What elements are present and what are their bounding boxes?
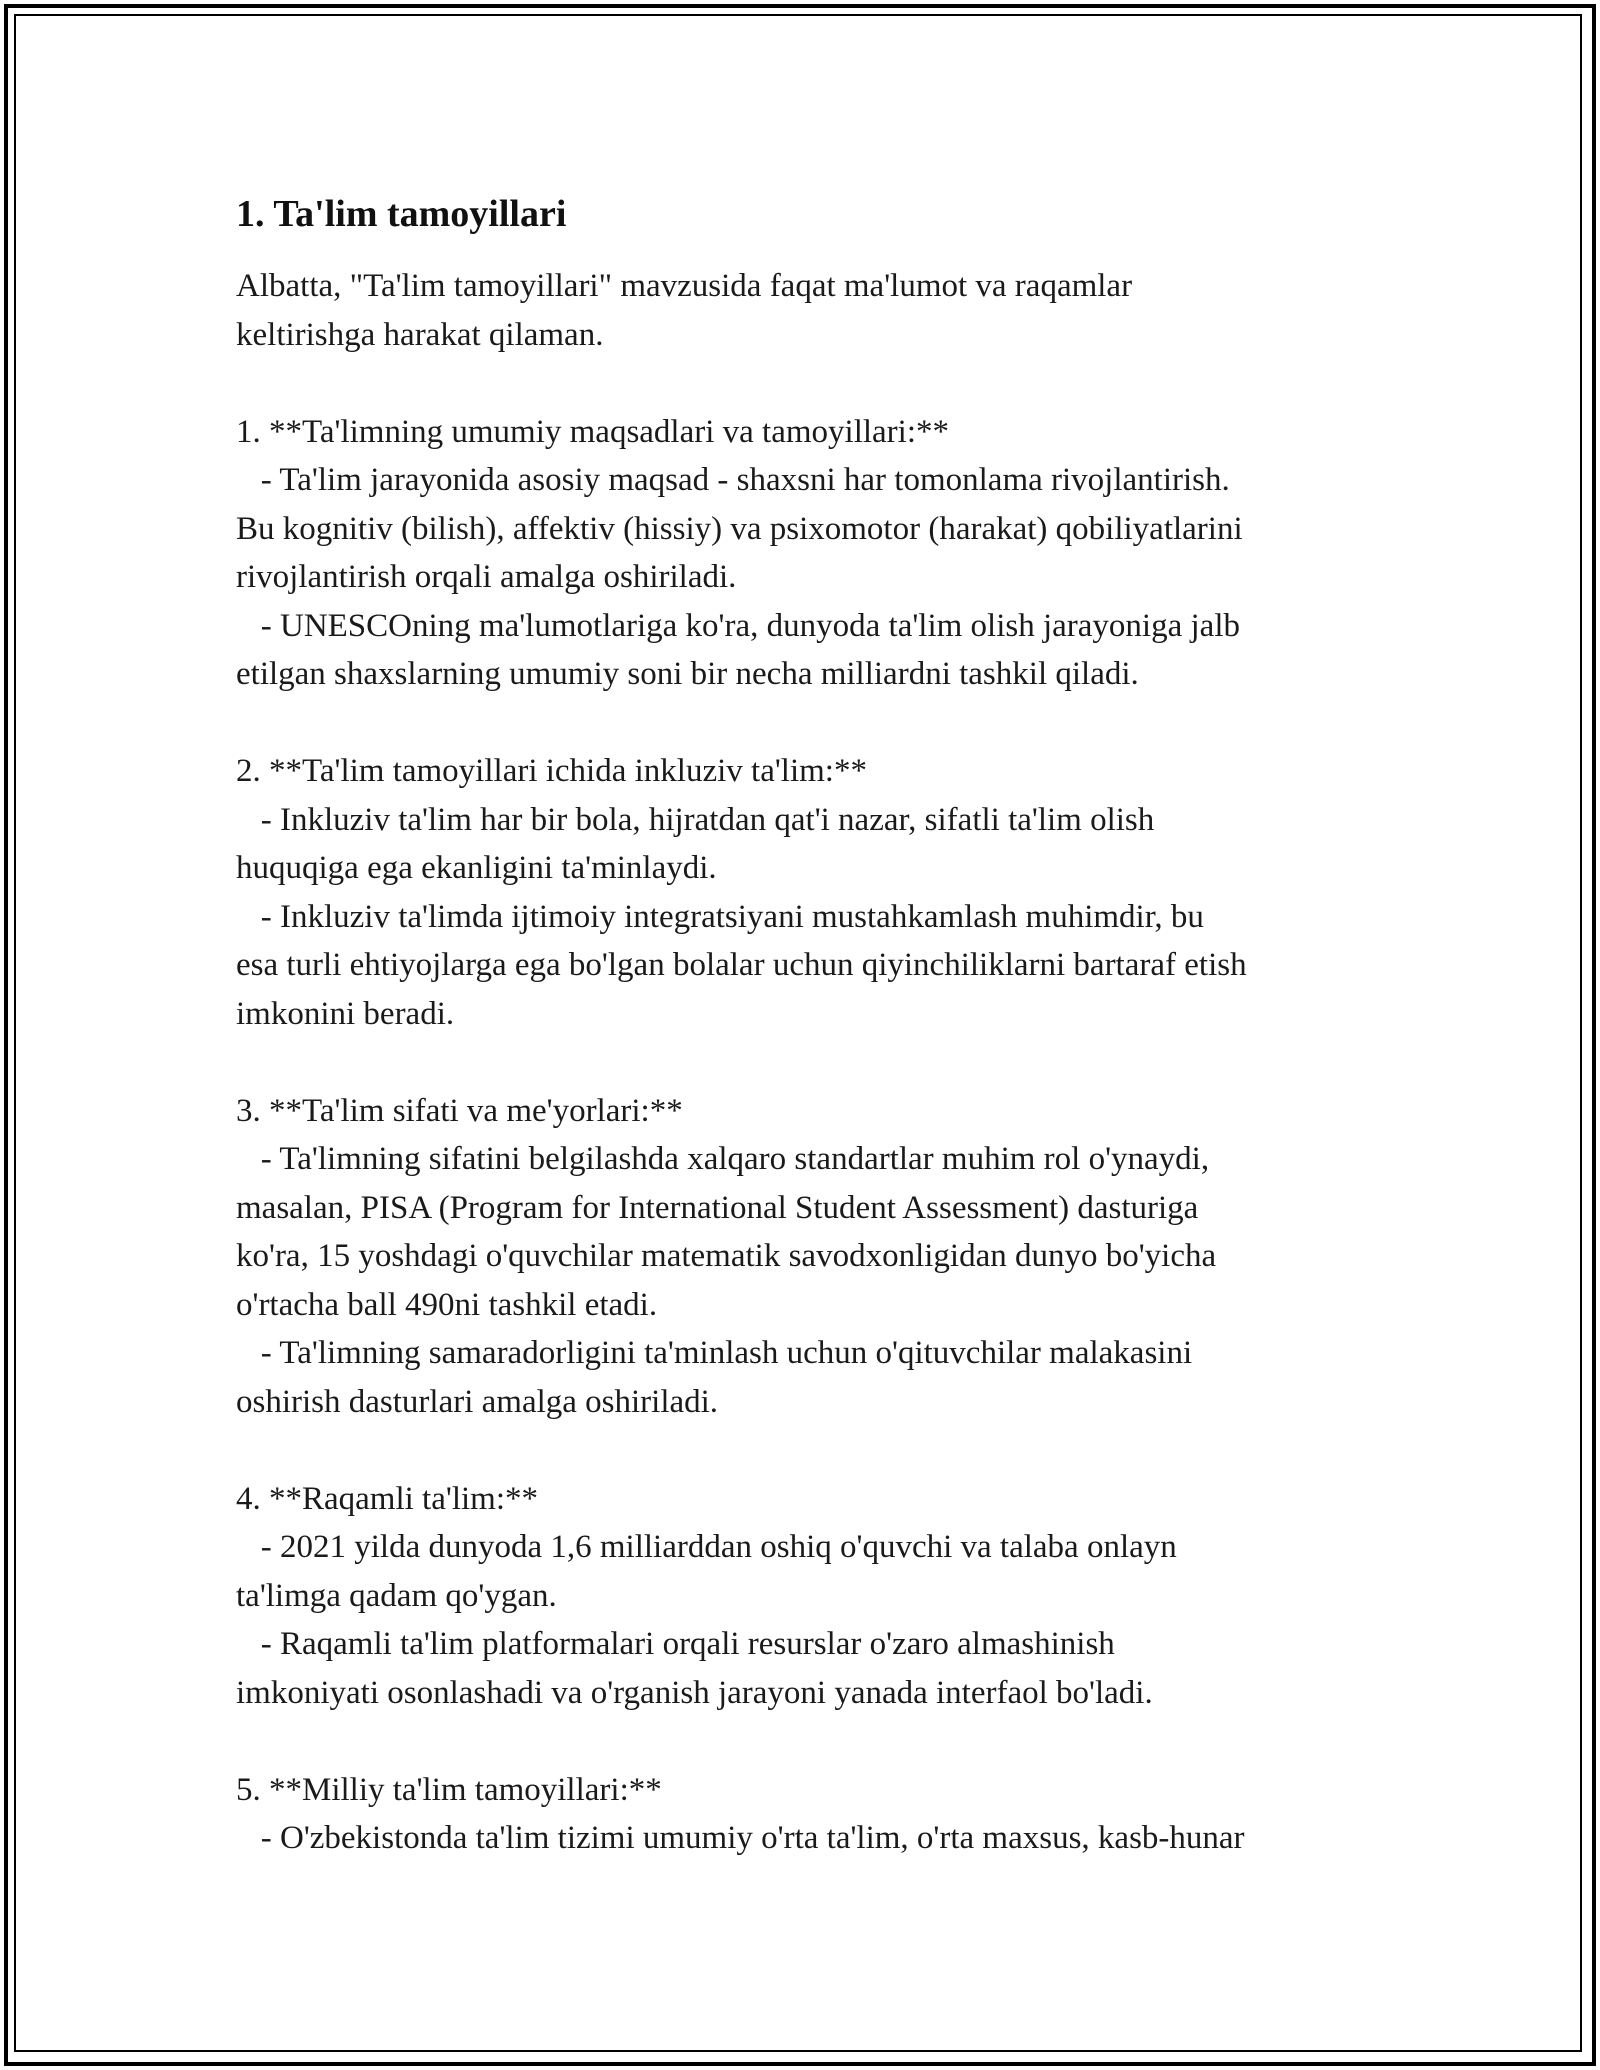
text-line: - Inkluziv ta'limda ijtimoiy integratsiyani mustahkamlash muhimdir, bu <box>236 898 1204 935</box>
text-line: etilgan shaxslarning umumiy soni bir necha milliardni tashkil qiladi. <box>236 656 1139 692</box>
text-line: - 2021 yilda dunyoda 1,6 milliarddan oshiq o'quvchi va talaba onlayn <box>236 1529 1177 1565</box>
text-line: esa turli ehtiyojlarga ega bo'lgan bolalar uchun qiyinchiliklarni bartaraf etish <box>236 947 1247 983</box>
text-line: 3. **Ta'lim sifati va me'yorlari:** <box>236 1092 683 1129</box>
text-line <box>236 1038 1376 1087</box>
text-line: - Raqamli ta'lim platformalari orqali resurslar o'zaro almashinish <box>236 1626 1115 1662</box>
text-line <box>236 1717 1376 1766</box>
text-line: - Ta'lim jarayonida asosiy maqsad - shaxsni har tomonlama rivojlantirish. <box>236 462 1230 498</box>
text-line: oshirish dasturlari amalga oshiriladi. <box>236 1383 719 1420</box>
text-line: o'rtacha ball 490ni tashkil etadi. <box>236 1286 658 1323</box>
text-line: rivojlantirish orqali amalga oshiriladi. <box>236 559 737 595</box>
text-block <box>236 262 1376 1863</box>
text-line: - O'zbekistonda ta'lim tizimi umumiy o'rta ta'lim, o'rta maxsus, kasb-hunar <box>236 1820 1245 1856</box>
text-line: huquqiga ega ekanligini ta'minlaydi. <box>236 850 717 886</box>
document-body <box>236 186 1376 1863</box>
text-line: keltirishga harakat qilaman. <box>236 316 604 353</box>
text-line: - Ta'limning samaradorligini ta'minlash uchun o'qituvchilar malakasini <box>236 1335 1193 1371</box>
text-line: 4. **Raqamli ta'lim:** <box>236 1480 538 1517</box>
text-line: - Inkluziv ta'lim har bir bola, hijratdan qat'i nazar, sifatli ta'lim olish <box>236 801 1155 838</box>
text-line <box>236 1426 1376 1475</box>
text-line: masalan, PISA (Program for International Student Assessment) dasturiga <box>236 1189 1199 1226</box>
text-line: - UNESCOning ma'lumotlariga ko'ra, dunyoda ta'lim olish jarayoniga jalb <box>236 607 1240 644</box>
text-line <box>236 359 1376 408</box>
text-line: 5. **Milliy ta'lim tamoyillari:** <box>236 1771 662 1808</box>
text-line <box>236 699 1376 748</box>
text-line: 1. **Ta'limning umumiy maqsadlari va tamoyillari:** <box>236 413 950 450</box>
text-line: imkonini beradi. <box>236 995 455 1032</box>
text-line: Albatta, "Ta'lim tamoyillari" mavzusida faqat ma'lumot va raqamlar <box>236 268 1133 304</box>
text-line: imkoniyati osonlashadi va o'rganish jarayoni yanada interfaol bo'ladi. <box>236 1674 1153 1711</box>
text-line: ko'ra, 15 yoshdagi o'quvchilar matematik savodxonligidan dunyo bo'yicha <box>236 1238 1217 1274</box>
text-line: Bu kognitiv (bilish), affektiv (hissiy) va psixomotor (harakat) qobiliyatlarini <box>236 510 1243 547</box>
text-line: 2. **Ta'lim tamoyillari ichida inkluziv ta'lim:** <box>236 753 867 789</box>
text-line: - Ta'limning sifatini belgilashda xalqaro standartlar muhim rol o'ynaydi, <box>236 1141 1210 1177</box>
text-line: ta'limga qadam qo'ygan. <box>236 1577 557 1614</box>
page-title: 1. Ta'lim tamoyillari <box>236 193 567 235</box>
